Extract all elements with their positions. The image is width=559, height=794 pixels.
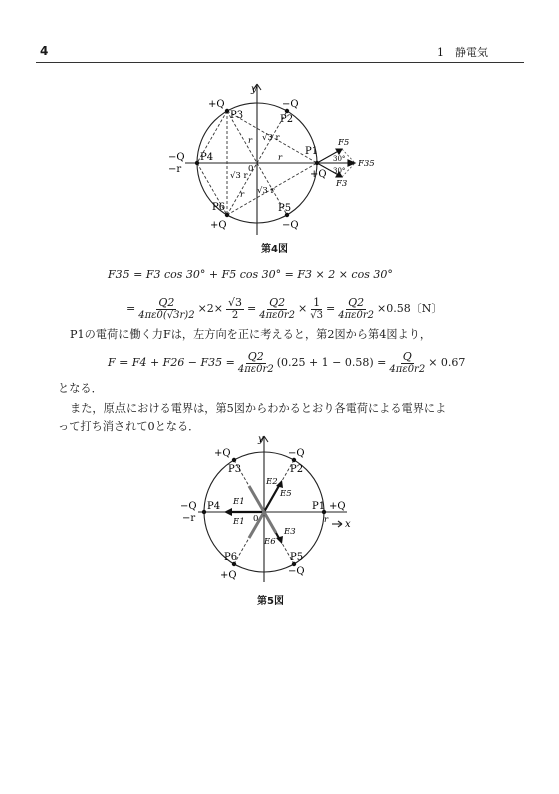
- eq3-frac2-den: 4πε0r2: [389, 363, 426, 375]
- chapter-title: 1 静電気: [437, 46, 488, 59]
- fig4-origin: 0: [248, 164, 254, 174]
- page-number: 4: [40, 44, 49, 58]
- eq2-frac1-den: 4πε0(√3r)2: [138, 309, 195, 321]
- eq2-times2: ×: [298, 301, 308, 315]
- fig5-e3: E3: [284, 527, 296, 537]
- eq3-mid: (0.25 + 1 − 0.58) =: [276, 355, 387, 369]
- eq2-frac3-den: 4πε0r2: [259, 309, 296, 321]
- eq2-frac2-den: 2: [231, 309, 239, 321]
- eq2-prefix: =: [126, 301, 136, 315]
- fig4-p1: P1: [305, 146, 319, 157]
- eq2-frac2-num: √3: [228, 295, 243, 309]
- eq2-frac5: [338, 296, 374, 321]
- eq2-frac2: [226, 296, 244, 321]
- fig5-plus-q-bl: +Q: [220, 570, 237, 581]
- fig4-sqrt3r-left: √3 r: [230, 171, 248, 181]
- fig4-y-axis: y: [251, 84, 257, 95]
- paragraph-3: また，原点における電界は，第5図からわかるとおり各電荷による電界によ: [70, 402, 447, 415]
- eq2-frac1-num: Q2: [158, 295, 175, 309]
- fig4-r-c: r: [240, 190, 245, 200]
- eq3-frac2-num: Q: [402, 349, 412, 363]
- fig5-p5: P5: [290, 552, 304, 563]
- fig4-sqrt3r-top: √3 r: [262, 133, 280, 143]
- fig4-minus-q-br: −Q: [282, 220, 299, 231]
- header-rule: [36, 62, 524, 63]
- fig5-minus-q-br: −Q: [288, 566, 305, 577]
- eq2-times1: ×2×: [197, 301, 223, 315]
- fig5-p6: P6: [224, 552, 238, 563]
- fig4-f35: F35: [358, 159, 375, 169]
- fig5-e1b: E1: [233, 517, 245, 527]
- fig4-angle-a: 30°: [333, 155, 346, 163]
- paragraph-4: って打ち消されて0となる．: [58, 420, 200, 433]
- fig5-minus-r: −r: [182, 513, 196, 524]
- figure-4-diagram: [150, 80, 410, 240]
- eq3-frac1-den: 4πε0r2: [237, 363, 274, 375]
- eq2-frac3-num: Q2: [269, 295, 286, 309]
- equation-line-3: [108, 346, 465, 378]
- fig5-e1a: E1: [233, 497, 245, 507]
- figure-5-caption: 第5図: [257, 596, 284, 607]
- fig4-plus-q-bl: +Q: [210, 220, 227, 231]
- eq2-frac5-den: 4πε0r2: [338, 309, 375, 321]
- fig4-p6: P6: [212, 202, 226, 213]
- eq3-frac2: [389, 350, 425, 375]
- eq2-frac4-num: 1: [313, 295, 321, 309]
- fig4-minus-q-left: −Q: [168, 152, 185, 163]
- eq2-frac1: [138, 296, 194, 321]
- fig5-r-right: r: [324, 515, 329, 525]
- equation-line-2: = $\frac{Q2}{4\pi\varepsilon 0(√3r)2}$ ×2× $\frac{√3}{2}$ = $\frac{Q2}{4\pi\varepsilon 0r2}$ × $\frac{1}{√3}$ = $\frac{Q2}{4\pi\varepsilon 0r2}$ ×0.58〔N〕: [126, 295, 443, 321]
- fig5-p2: P2: [290, 464, 304, 475]
- eq2-frac3: [259, 296, 295, 321]
- fig4-minus-r: −r: [168, 164, 182, 175]
- fig4-plus-q-right: +Q: [310, 169, 327, 180]
- paragraph-2: となる．: [58, 382, 103, 395]
- fig4-p5: P5: [278, 203, 292, 214]
- fig4-p2: P2: [280, 114, 294, 125]
- eq2-frac4-den: √3: [310, 309, 323, 321]
- fig5-plus-q-tl: +Q: [214, 448, 231, 459]
- eq3-tail: × 0.67: [428, 355, 466, 369]
- fig4-r-b: r: [278, 153, 283, 163]
- fig5-p3: P3: [228, 464, 242, 475]
- fig5-plus-q-right: +Q: [329, 501, 346, 512]
- fig5-y-axis: y: [258, 434, 264, 445]
- fig4-angle-b: 30°: [333, 167, 346, 175]
- eq3-frac1: [238, 350, 274, 375]
- fig5-e2: E2: [266, 477, 278, 487]
- fig4-minus-q-tr: −Q: [282, 99, 299, 110]
- eq3-lhs: F = F4 + F26 − F35 =: [108, 355, 235, 369]
- paragraph-1: P1の電荷に働く力Fは，左方向を正に考えると，第2図から第4図より，: [70, 328, 432, 341]
- fig5-e6: E6: [264, 537, 276, 547]
- equation-line-1: F35 = F3 cos 30° + F5 cos 30° = F3 × 2 × cos 30°: [108, 268, 393, 281]
- fig5-x-axis: x: [345, 519, 351, 530]
- eq2-frac5-num: Q2: [348, 295, 365, 309]
- fig5-minus-q-left: −Q: [180, 501, 197, 512]
- fig4-r-a: r: [248, 136, 253, 146]
- fig5-e5: E5: [280, 489, 292, 499]
- fig5-origin: 0: [253, 514, 259, 524]
- figure-5-diagram: [172, 432, 362, 592]
- fig5-p1: P1: [312, 501, 326, 512]
- fig4-f5: F5: [338, 138, 350, 148]
- fig5-minus-q-tr: −Q: [288, 448, 305, 459]
- eq2-frac4: [310, 296, 323, 321]
- eq2-tail: ×0.58〔N〕: [377, 302, 443, 315]
- fig4-plus-q-tl: +Q: [208, 99, 225, 110]
- figure-4-caption: 第4図: [261, 244, 288, 255]
- fig4-sqrt3r-bottom: √3 r: [257, 186, 275, 196]
- fig5-p4: P4: [207, 501, 221, 512]
- fig4-f3: F3: [336, 179, 348, 189]
- eq3-frac1-num: Q2: [247, 349, 264, 363]
- fig4-p3: P3: [230, 110, 244, 121]
- fig4-p4: P4: [200, 152, 214, 163]
